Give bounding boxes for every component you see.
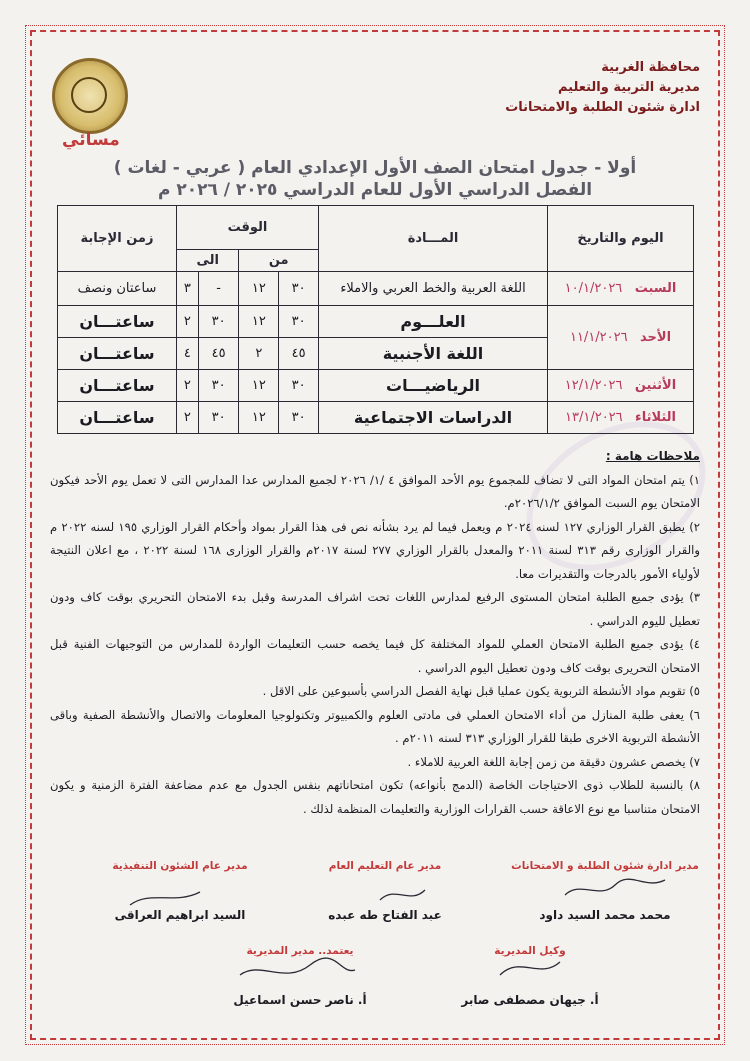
- note-item: ٢) يطبق القرار الوزاري ١٢٧ لسنه ٢٠٢٤ م ويعمل فيما لم يرد بشأنه نص فى هذا القرار بمواد وأحكام القرار الوزاري ١٩٥ لسنه ٢٠٢٢ م والقرار الوزارى رقم ٣١٣ لسنة ٢٠١١ والمعدل بالقرار الوزاري ٢٧٧ لسنة ٢٠١٧م والقرار الوزارى ١٦٨ لسنة ٢٠٢٢ ، مع اعلان النتيجة لأولياء الأمور بالدرجات والتقديرات معا.: [50, 519, 700, 581]
- subject-cell: اللغة الأجنبية: [319, 338, 548, 370]
- from-minute: ٣٠: [279, 306, 319, 338]
- from-hour: ٢: [239, 338, 279, 370]
- from-minute: ٣٠: [279, 402, 319, 434]
- signature-name: أ. جيهان مصطفى صابر: [461, 993, 599, 1007]
- note-item: ٣) يؤدى جميع الطلبة امتحان المستوى الرفيع لمدارس اللغات تحت اشراف المدرسة وقبل بدء الامتحان التحريري بوقت كاف ودون تعطيل لليوم الدراسي .: [50, 590, 700, 628]
- subject-cell: اللغة العربية والخط العربي والاملاء: [319, 272, 548, 306]
- note-item: ٦) يعفى طلبة المنازل من أداء الامتحان العملي فى مادتى العلوم والكمبيوتر وتكنولوجيا المعلومات والاتصال والأنشطة الصفية وباقى الأنشطة التربوية الاخرى طبقا للقرار الوزاري ٣١٣ لسنه ٢٠١١م .: [50, 707, 700, 745]
- to-hour: ٤: [177, 338, 199, 370]
- governorate-name: محافظة الغربية: [601, 60, 700, 75]
- subject-cell: الرياضيـــات: [319, 370, 548, 402]
- signature-name: عبد الفتاح طه عبده: [328, 908, 442, 922]
- to-hour: ٣: [177, 272, 199, 306]
- signature-role: يعتمد.. مدير المديرية: [246, 945, 354, 957]
- department-name: ادارة شئون الطلبة والامتحانات: [505, 100, 700, 115]
- note-item: ٤) يؤدى جميع الطلبة الامتحان العملي للمواد المختلفة كل فيما يخصه حسب التعليمات الواردة للمدارس من التوجيهات الفنية قبل الامتحان التحريرى بوقت كاف ودون تعطيل اليوم الدراسي .: [50, 637, 700, 675]
- signature-role: مدير عام التعليم العام: [328, 860, 442, 872]
- directorate-name: مديرية التربية والتعليم: [557, 80, 700, 95]
- header-subject: المـــادة: [319, 206, 548, 272]
- header-from: من: [239, 250, 319, 272]
- to-minute: ٣٠: [198, 370, 239, 402]
- notes-title: ملاحظات هامة :: [605, 449, 700, 463]
- duration-cell: ساعتـــان: [58, 402, 177, 434]
- note-item: ١) يتم امتحان المواد التى لا تضاف للمجموع يوم الأحد الموافق ٤ /١/ ٢٠٢٦ لجميع المدارس عدا المدارس التى لا تعمل يوم الأحد فيكون الامتحان يوم السبت الموافق ٢٠٢٦/١/٢م.: [50, 472, 700, 510]
- to-minute: ٤٥: [198, 338, 239, 370]
- note-item: ٥) تقويم مواد الأنشطة التربوية يكون عمليا قبل نهاية الفصل الدراسي بأسبوعين على الاقل .: [262, 684, 700, 698]
- duration-cell: ساعتـــان: [58, 370, 177, 402]
- header-day-date: اليوم والتاريخ: [548, 206, 694, 272]
- from-minute: ٣٠: [279, 272, 319, 306]
- duration-cell: ساعتان ونصف: [58, 272, 177, 306]
- signature-name: أ. ناصر حسن اسماعيل: [233, 993, 367, 1007]
- signature-role: وكيل المديرية: [494, 945, 566, 957]
- header-duration: زمن الإجابة: [58, 206, 177, 272]
- from-hour: ١٢: [239, 370, 279, 402]
- signature-role: مدير عام الشئون التنفيذية: [112, 860, 248, 872]
- from-hour: ١٢: [239, 402, 279, 434]
- duration-cell: ساعتـــان: [58, 306, 177, 338]
- to-hour: ٢: [177, 402, 199, 434]
- schedule-title: أولا - جدول امتحان الصف الأول الإعدادي العام ( عربي - لغات ): [113, 158, 637, 178]
- day-date-cell: السبت ١٠/١/٢٠٢٦: [548, 272, 694, 306]
- to-minute: -: [198, 272, 239, 306]
- signature-name: محمد محمد السيد داود: [539, 908, 671, 922]
- header-to: الى: [177, 250, 239, 272]
- note-item: ٧) يخصص عشرون دقيقة من زمن إجابة اللغة العربية للاملاء .: [407, 754, 700, 769]
- note-item: ٨) بالنسبة للطلاب ذوى الاحتياجات الخاصة (الدمج بأنواعه) تكون امتحاناتهم بنفس الجدول مع عدم مضاعفة الفترة الزمنية و يكون الامتحان متناسبا مع نوع الاعاقة حسب القرارات الوزارية والتعليمات المنظمة لذلك .: [50, 778, 700, 816]
- from-hour: ١٢: [239, 306, 279, 338]
- day-date-cell: الثلاثاء ١٣/١/٢٠٢٦: [548, 402, 694, 434]
- subject-cell: العلـــوم: [319, 306, 548, 338]
- from-hour: ١٢: [239, 272, 279, 306]
- to-hour: ٢: [177, 370, 199, 402]
- day-date-cell: الأثنين ١٢/١/٢٠٢٦: [548, 370, 694, 402]
- schedule-subtitle: الفصل الدراسي الأول للعام الدراسي ٢٠٢٥ / ٢٠٢٦ م: [157, 180, 593, 200]
- signature-name: السيد ابراهيم العراقى: [114, 908, 246, 922]
- header-time: الوقت: [177, 206, 319, 250]
- duration-cell: ساعتـــان: [58, 338, 177, 370]
- signature-role: مدير ادارة شئون الطلبة و الامتحانات: [511, 860, 699, 872]
- shift-label: مسائي: [62, 130, 120, 150]
- subject-cell: الدراسات الاجتماعية: [319, 402, 548, 434]
- to-minute: ٣٠: [198, 306, 239, 338]
- to-minute: ٣٠: [198, 402, 239, 434]
- day-date-cell: الأحد ١١/١/٢٠٢٦: [548, 306, 694, 370]
- from-minute: ٤٥: [279, 338, 319, 370]
- from-minute: ٣٠: [279, 370, 319, 402]
- to-hour: ٢: [177, 306, 199, 338]
